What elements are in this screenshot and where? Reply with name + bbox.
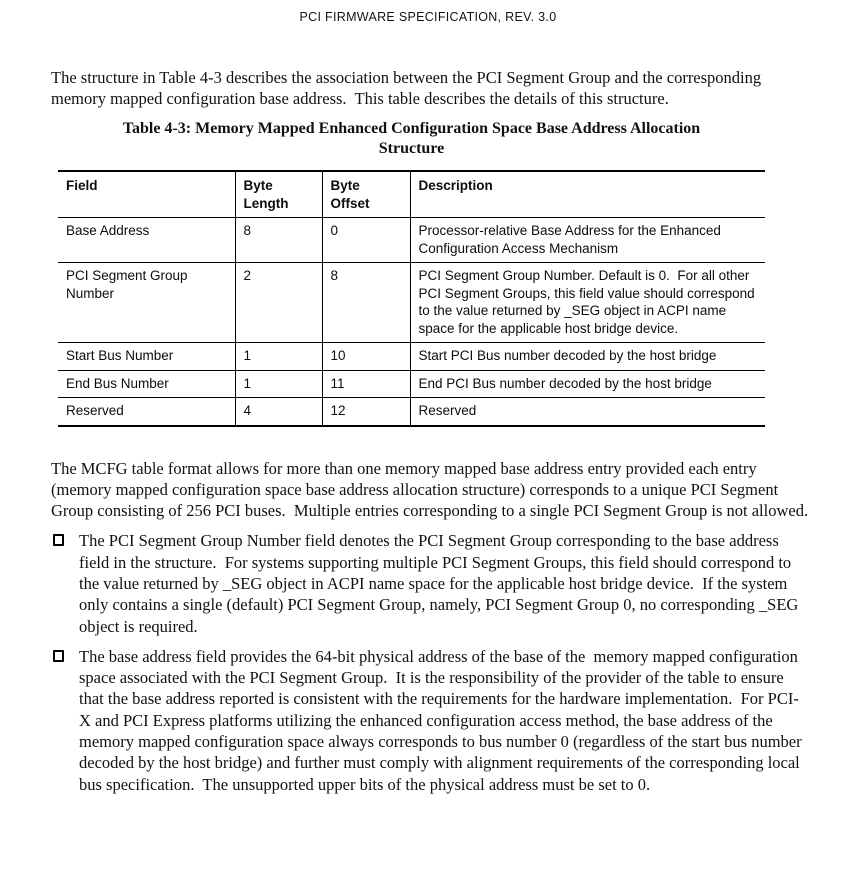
- cell-field: Start Bus Number: [58, 343, 235, 371]
- cell-description: Reserved: [418, 403, 477, 418]
- cell-field: Reserved: [58, 398, 235, 426]
- table-row: [58, 398, 765, 426]
- column-header-field: Field: [58, 171, 235, 218]
- cell-field: PCI Segment Group Number: [58, 263, 235, 343]
- table-caption-line1: Table 4-3: Memory Mapped Enhanced Configuration Space Base Address Allocation: [122, 120, 701, 137]
- column-header-byte-offset: Byte Offset: [322, 171, 410, 218]
- spec-table: [58, 170, 765, 427]
- column-header-description: Description: [410, 171, 765, 218]
- cell-field: Base Address: [58, 218, 235, 263]
- cell-byte-length: 1: [235, 370, 322, 398]
- cell-byte-offset: 0: [322, 218, 410, 263]
- table-row: [58, 218, 765, 263]
- cell-field: End Bus Number: [58, 370, 235, 398]
- intro-paragraph: The structure in Table 4-3 describes the association between the PCI Segment Group and the corresponding memory mapped configuration base address. This table describes the details of this structure.: [51, 68, 766, 108]
- cell-description: End PCI Bus number decoded by the host bridge: [410, 370, 765, 398]
- bullet-text-pci-segment-group: The PCI Segment Group Number field denotes the PCI Segment Group corresponding to the base address field in the structure. For systems supporting multiple PCI Segment Groups, this field should correspond to the value returned by _SEG object in ACPI name space for the applicable host bridge device. If the system only contains a single (default) PCI Segment Group, namely, PCI Segment Group 0, no corresponding _SEG object is required.: [79, 531, 803, 636]
- bullet-item: [51, 530, 810, 636]
- cell-byte-offset: 11: [322, 370, 410, 398]
- table-row: [58, 263, 765, 343]
- bullet-text-base-address: The base address field provides the 64-bit physical address of the base of the memory mapped configuration space associated with the PCI Segment Group. It is the responsibility of the provider of the table to ensure that the base address reported is consistent with the requirements for the hardware implementation. For PCI-X and PCI Express platforms utilizing the enhanced configuration access method, the base address of the memory mapped configuration space always corresponds to bus number 0 (regardless of the start bus number decoded by the host bridge) and further must comply with alignment requirements of the corresponding local bus specification. The unsupported upper bits of the physical address must be set to 0.: [79, 646, 806, 794]
- cell-byte-offset: 8: [322, 263, 410, 343]
- table-block: [58, 119, 765, 427]
- cell-byte-length: 4: [235, 398, 322, 426]
- cell-byte-offset: 12: [322, 398, 410, 426]
- cell-description: Start PCI Bus number decoded by the host bridge: [410, 343, 765, 371]
- cell-description: PCI Segment Group Number. Default is 0. For all other PCI Segment Groups, this field value should correspond to the value returned by _SEG object in ACPI name space for the applicable host bridge device.: [410, 263, 765, 343]
- table-row: [58, 343, 765, 371]
- mcfg-paragraph: The MCFG table format allows for more than one memory mapped base address entry provided each entry (memory mapped configuration space base address allocation structure) corresponds to a unique PCI Segment Group consisting of 256 PCI buses. Multiple entries corresponding to a single PCI Segment Group is not allowed.: [51, 458, 809, 521]
- cell-byte-offset: 10: [322, 343, 410, 371]
- column-header-byte-length: Byte Length: [235, 171, 322, 218]
- cell-byte-length: 2: [235, 263, 322, 343]
- cell-byte-length: 1: [235, 343, 322, 371]
- cell-byte-length: 8: [235, 218, 322, 263]
- table-caption: [58, 119, 765, 159]
- table-caption-line2: Structure: [378, 140, 445, 157]
- square-bullet-icon: [53, 534, 64, 546]
- square-bullet-icon: [53, 650, 64, 662]
- table-header-row: [58, 171, 765, 218]
- cell-description: Processor-relative Base Address for the Enhanced Configuration Access Mechanism: [410, 218, 765, 263]
- bullet-item: [51, 646, 810, 795]
- table-row: [58, 370, 765, 398]
- page-header-title: PCI FIRMWARE SPECIFICATION, REV. 3.0: [299, 10, 557, 24]
